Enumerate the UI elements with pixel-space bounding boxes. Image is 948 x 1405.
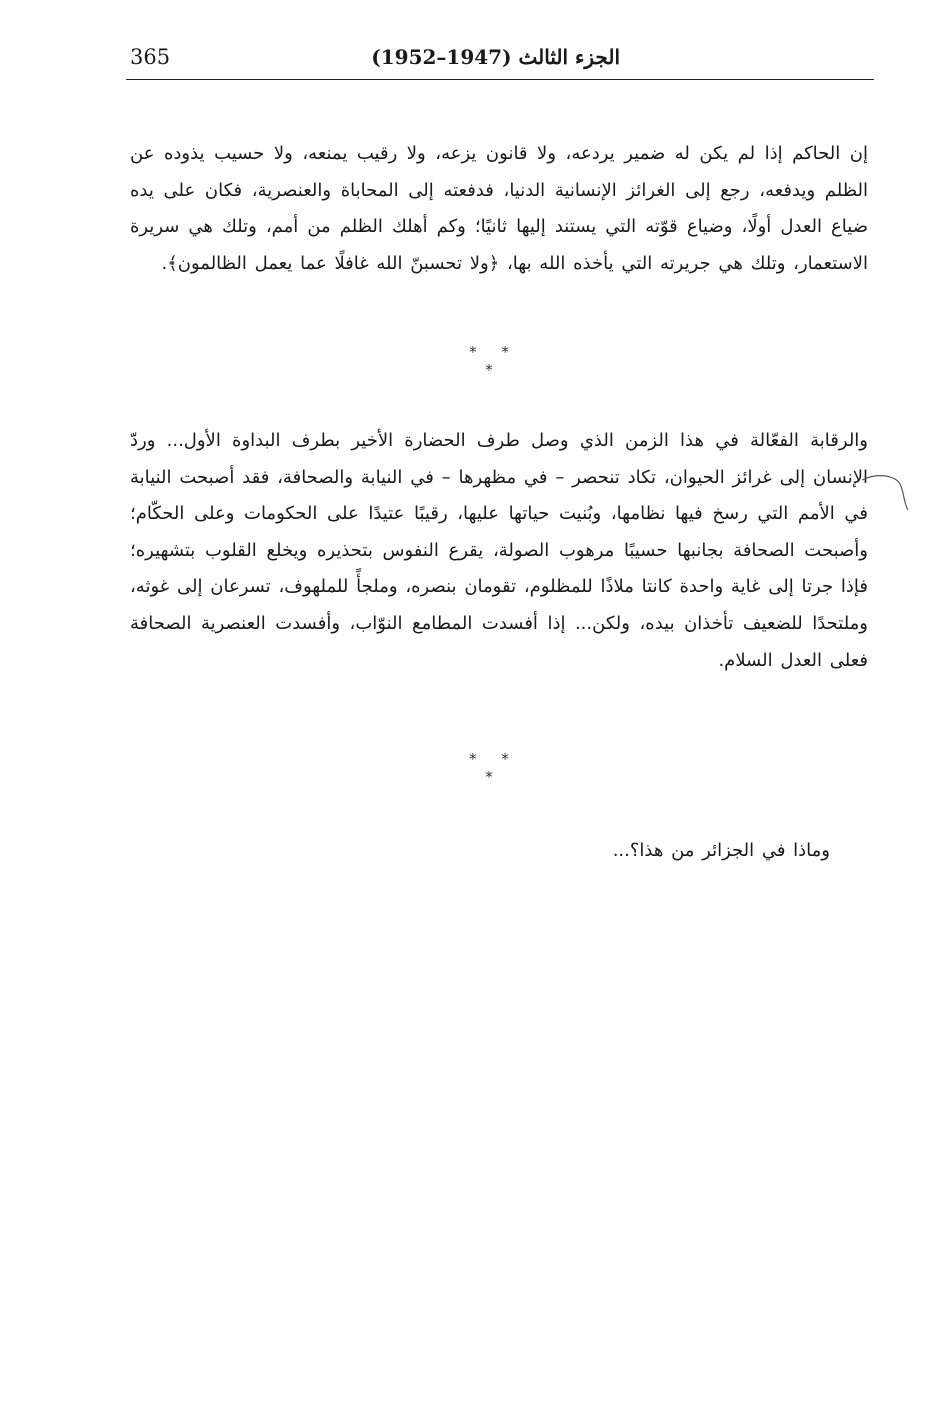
paragraph-3: وماذا في الجزائر من هذا؟...: [612, 840, 830, 861]
running-title: الجزء الثالث (1947–1952): [371, 45, 620, 69]
section-separator-1: * * *: [469, 343, 519, 379]
paragraph-1: إن الحاكم إذا لم يكن له ضمير يردعه، ولا قانون يزعه، ولا رقيب يمنعه، ولا حسيب يذوده عن الظلم ويدفعه، رجع إلى الغرائز الإنسانية الدنيا، فدفعته إلى المحاباة والعنصرية، فكان على يده ضياع العدل أولًا، وضياع قوّته التي يستند إليها ثانيًا؛ وكم أهلك الظلم من أمم، وتلك هي سريرة الاستعمار، وتلك هي جريرته التي يأخذه الله بها، ﴿ولا تحسبنّ الله غافلًا عما يعمل الظالمون﴾.: [130, 143, 868, 274]
section-separator-2: * * *: [469, 750, 519, 786]
header-rule: [126, 79, 874, 80]
page-header: [128, 40, 874, 78]
page-number: 365: [130, 45, 171, 69]
paragraph-2: والرقابة الفعّالة في هذا الزمن الذي وصل طرف الحضارة الأخير بطرف البداوة الأول... وردّ الإنسان إلى غرائز الحيوان، تكاد تنحصر – في مظهرها – في النيابة والصحافة، فقد أصبحت النيابة في الأمم التي رسخ فيها نظامها، وبُنيت حياتها عليها، رقيبًا عتيدًا على الحكومات وعلى الحكّام؛ وأصبحت الصحافة بجانبها حسيبًا مرهوب الصولة، يقرع النفوس بتحذيره ويخلع القلوب بتشهيره؛ فإذا جرتا إلى غاية واحدة كانتا ملاذًا للمظلوم، تقومان بنصره، وملجأً للملهوف، تسرعان إلى غوثه، وملتحدًا للضعيف تأخذان بيده، ولكن... إذا أفسدت المطامع النوّاب، وأفسدت العنصرية الصحافة فعلى العدل السلام.: [130, 430, 868, 671]
margin-bracket-mark: [860, 470, 910, 530]
